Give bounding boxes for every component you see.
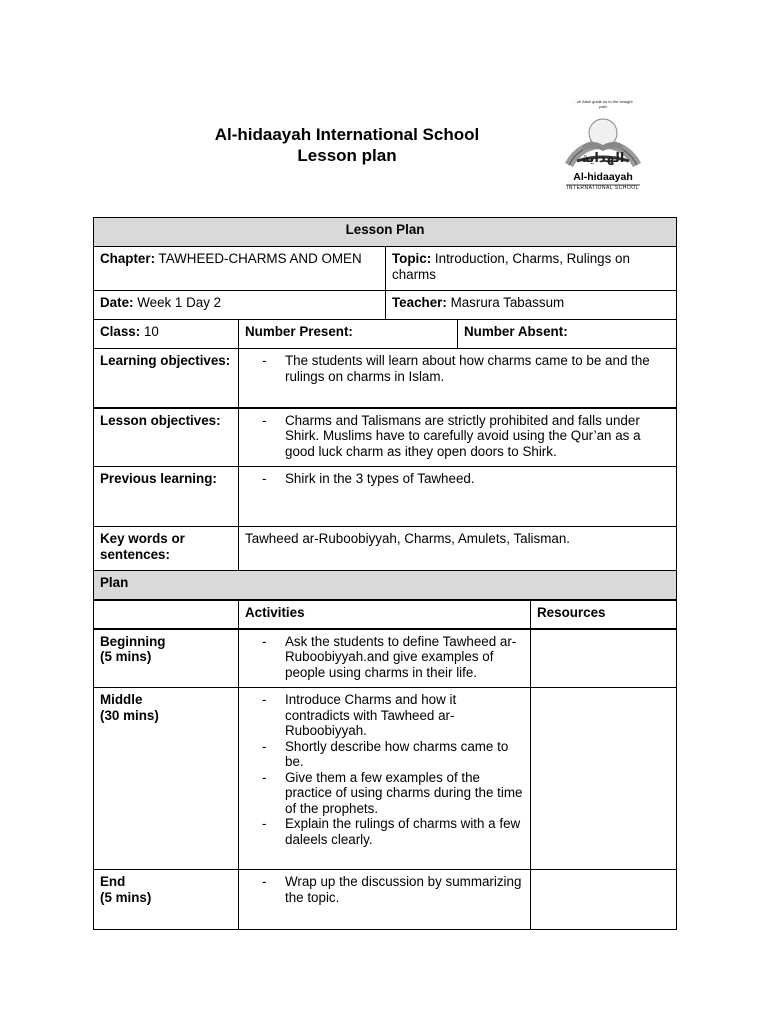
list-item: - Charms and Talismans are strictly prohibited and falls under Shirk. Muslims have to carefully avoid using the Qur’an as a good luck charm as ithey open doors to Shirk. — [285, 413, 670, 460]
list-item: - Introduce Charms and how it contradicts with Tawheed ar-Ruboobiyyah. — [285, 692, 524, 739]
class-cell — [94, 320, 239, 349]
table-title: Lesson Plan — [94, 218, 677, 247]
stage-row-beginning — [94, 629, 677, 688]
stage-label: Beginning (5 mins) — [94, 629, 239, 688]
date-teacher-row — [94, 291, 677, 320]
number-present-cell — [239, 320, 458, 349]
key-words-label: Key words or sentences: — [94, 527, 239, 571]
stage-resources — [531, 870, 677, 930]
previous-learning-label: Previous learning: — [94, 467, 239, 527]
lesson-objectives-content — [239, 408, 677, 467]
logo-arc-text: ...oh Allah guide us to the straight path — [573, 99, 633, 109]
list-item: - Explain the rulings of charms with a few daleels clearly. — [285, 816, 524, 847]
document-title: Lesson plan — [297, 146, 397, 165]
topic-value: Introduction, Charms, Rulings on charms — [392, 251, 630, 282]
number-present-label: Number Present: — [245, 324, 353, 339]
logo-wordmark: Al-hidaayah — [573, 171, 633, 183]
topic-label: Topic: — [392, 251, 432, 266]
stage-label: Middle (30 mins) — [94, 688, 239, 870]
logo-subtitle: INTERNATIONAL SCHOOL — [567, 185, 639, 191]
stage-activities — [239, 629, 531, 688]
stage-activities — [239, 870, 531, 930]
lesson-plan-table — [93, 217, 677, 930]
logo-arabic: الهداية — [581, 151, 625, 166]
stage-activities — [239, 688, 531, 870]
list-item: - Shortly describe how charms came to be. — [285, 739, 524, 770]
teacher-value: Masrura Tabassum — [450, 295, 565, 310]
stage-resources — [531, 629, 677, 688]
chapter-label: Chapter: — [100, 251, 156, 266]
learning-objectives-label: Learning objectives: — [94, 349, 239, 408]
document-header — [170, 124, 524, 166]
key-words-row — [94, 527, 677, 571]
attendance-row — [94, 320, 677, 349]
stage-row-end — [94, 870, 677, 930]
learning-objectives-content — [239, 349, 677, 408]
school-logo — [553, 95, 653, 195]
teacher-label: Teacher: — [392, 295, 447, 310]
teacher-cell — [386, 291, 677, 320]
list-item: - Give them a few examples of the practice of using charms during the time of the prophets. — [285, 770, 524, 817]
stage-resources — [531, 688, 677, 870]
school-name: Al-hidaayah International School — [214, 125, 480, 144]
chapter-value: TAWHEED-CHARMS AND OMEN — [158, 251, 362, 266]
class-value: 10 — [143, 324, 159, 339]
learning-objectives-row — [94, 349, 677, 408]
date-label: Date: — [100, 295, 134, 310]
chapter-cell — [94, 247, 386, 291]
activities-header: Activities — [239, 600, 531, 629]
stage-label: End (5 mins) — [94, 870, 239, 930]
lesson-objectives-row — [94, 408, 677, 467]
previous-learning-content — [239, 467, 677, 527]
date-value: Week 1 Day 2 — [137, 295, 222, 310]
chapter-topic-row — [94, 247, 677, 291]
plan-header-row — [94, 571, 677, 600]
lesson-objectives-label: Lesson objectives: — [94, 408, 239, 467]
plan-label: Plan — [94, 571, 677, 600]
list-item: - Ask the students to define Tawheed ar-Ruboobiyyah.and give examples of people using charms in their life. — [285, 634, 524, 681]
plan-columns-row — [94, 600, 677, 629]
list-item: - Wrap up the discussion by summarizing the topic. — [285, 874, 524, 905]
previous-learning-row — [94, 467, 677, 527]
list-item: - The students will learn about how charms came to be and the rulings on charms in Islam. — [285, 353, 670, 384]
number-absent-label: Number Absent: — [464, 324, 568, 339]
number-absent-cell — [458, 320, 677, 349]
topic-cell — [386, 247, 677, 291]
class-label: Class: — [100, 324, 141, 339]
date-cell — [94, 291, 386, 320]
resources-header: Resources — [531, 600, 677, 629]
table-title-row — [94, 218, 677, 247]
stage-column-header — [94, 600, 239, 629]
list-item: - Shirk in the 3 types of Tawheed. — [285, 471, 670, 487]
stage-row-middle — [94, 688, 677, 870]
key-words-value: Tawheed ar-Ruboobiyyah, Charms, Amulets, Talisman. — [239, 527, 677, 571]
